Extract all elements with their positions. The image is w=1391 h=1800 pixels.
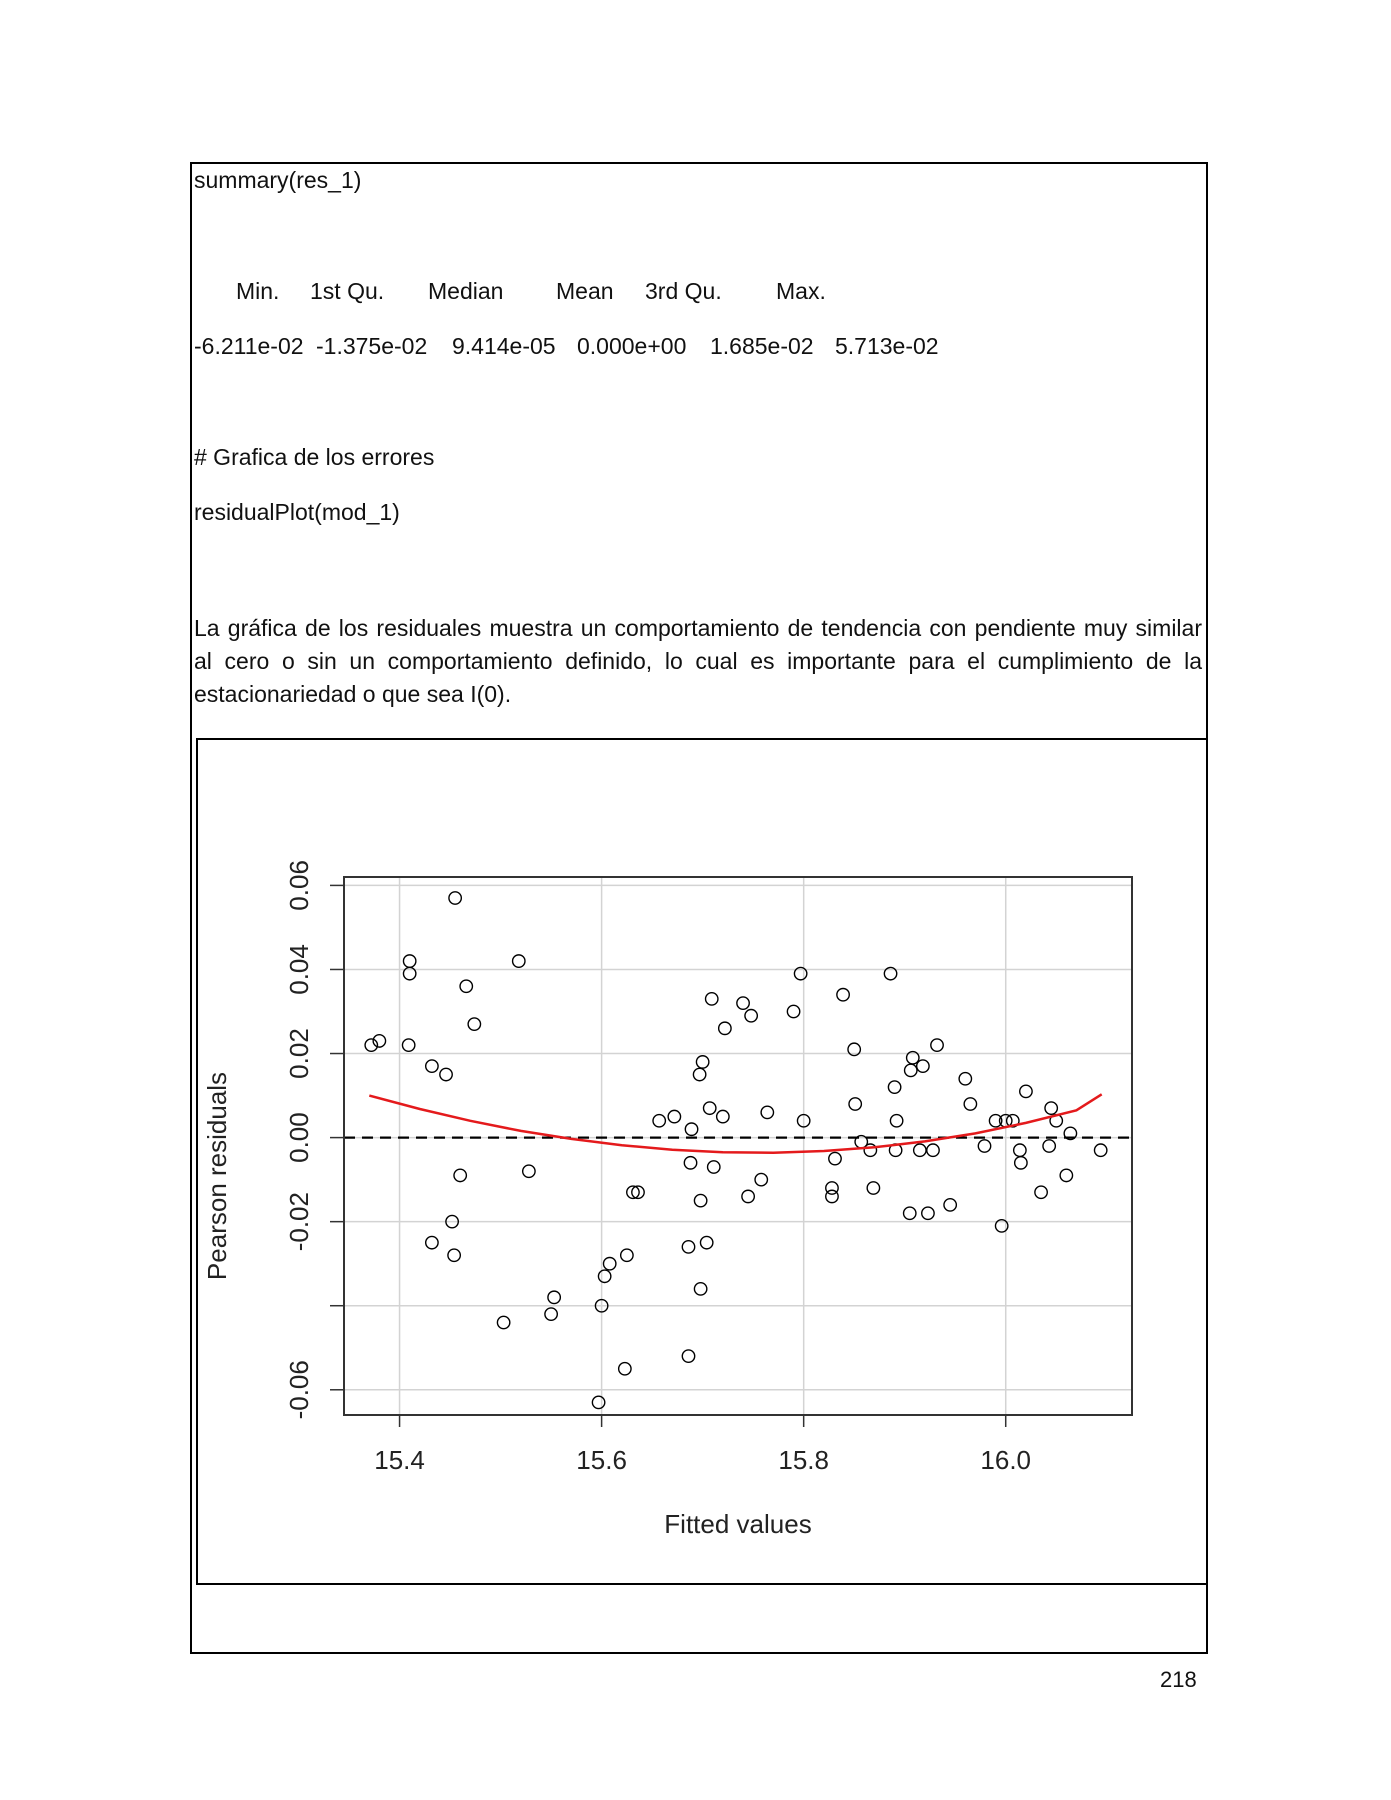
data-point-28 <box>668 1110 680 1122</box>
data-point-54 <box>837 988 849 1000</box>
data-point-23 <box>619 1363 631 1375</box>
y-tick-label-0: -0.06 <box>284 1360 314 1420</box>
data-point-24 <box>621 1249 633 1261</box>
stats-value-median: 9.414e-05 <box>452 333 556 359</box>
data-point-59 <box>867 1182 879 1194</box>
data-point-32 <box>685 1123 697 1135</box>
residual-plot-figure <box>196 738 1208 1585</box>
data-point-63 <box>890 1115 902 1127</box>
data-point-31 <box>684 1157 696 1169</box>
y-tick-label-2: -0.02 <box>284 1192 314 1252</box>
summary-call: summary(res_1) <box>194 167 362 193</box>
data-point-14 <box>513 955 525 967</box>
grid-layer <box>344 877 1132 1415</box>
data-point-56 <box>849 1098 861 1110</box>
data-point-73 <box>959 1073 971 1085</box>
data-point-18 <box>548 1291 560 1303</box>
data-point-19 <box>592 1396 604 1408</box>
stats-header-mean: Mean <box>556 278 614 304</box>
data-point-36 <box>694 1283 706 1295</box>
data-point-68 <box>917 1060 929 1072</box>
data-point-27 <box>653 1115 665 1127</box>
stats-header-median: Median <box>428 278 504 304</box>
x-axis-label: Fitted values <box>664 1509 812 1539</box>
data-point-61 <box>888 1081 900 1093</box>
residual-plot <box>198 740 1206 1583</box>
data-point-39 <box>706 993 718 1005</box>
data-point-72 <box>944 1199 956 1211</box>
data-point-85 <box>1045 1102 1057 1114</box>
y-tick-label-4: 0.02 <box>284 1028 314 1079</box>
stats-value-max: 5.713e-02 <box>835 333 939 359</box>
data-point-48 <box>787 1005 799 1017</box>
data-point-41 <box>717 1110 729 1122</box>
data-point-33 <box>693 1068 705 1080</box>
data-point-74 <box>964 1098 976 1110</box>
data-point-87 <box>1060 1169 1072 1181</box>
page-number: 218 <box>1160 1667 1197 1692</box>
data-point-42 <box>719 1022 731 1034</box>
data-point-47 <box>761 1106 773 1118</box>
data-point-44 <box>742 1190 754 1202</box>
x-tick-label-1: 15.6 <box>576 1445 627 1475</box>
data-point-75 <box>978 1140 990 1152</box>
data-point-30 <box>682 1241 694 1253</box>
data-point-84 <box>1043 1140 1055 1152</box>
data-point-69 <box>922 1207 934 1219</box>
data-point-10 <box>426 1236 438 1248</box>
data-point-81 <box>1015 1157 1027 1169</box>
plot-call: residualPlot(mod_1) <box>194 499 400 525</box>
data-point-38 <box>704 1102 716 1114</box>
data-point-40 <box>708 1161 720 1173</box>
data-point-15 <box>523 1165 535 1177</box>
stats-value-q3: 1.685e-02 <box>710 333 814 359</box>
data-point-71 <box>931 1039 943 1051</box>
axes-layer <box>284 860 1031 1475</box>
y-axis-label: Pearson residuals <box>202 1071 232 1281</box>
data-point-46 <box>755 1173 767 1185</box>
stats-value-mean: 0.000e+00 <box>577 333 687 359</box>
data-point-82 <box>1020 1085 1032 1097</box>
x-tick-label-0: 15.4 <box>374 1445 425 1475</box>
data-point-83 <box>1035 1186 1047 1198</box>
data-point-22 <box>603 1257 615 1269</box>
data-point-5 <box>426 1060 438 1072</box>
data-point-70 <box>927 1144 939 1156</box>
data-point-6 <box>440 1068 452 1080</box>
data-point-35 <box>694 1194 706 1206</box>
stats-value-min: -6.211e-02 <box>194 333 304 359</box>
data-point-58 <box>864 1144 876 1156</box>
data-point-80 <box>1014 1144 1026 1156</box>
data-point-64 <box>904 1207 916 1219</box>
y-tick-label-5: 0.04 <box>284 944 314 995</box>
code-comment: # Grafica de los errores <box>194 444 435 470</box>
data-point-8 <box>460 980 472 992</box>
data-point-89 <box>1094 1144 1106 1156</box>
data-point-67 <box>914 1144 926 1156</box>
stats-header-q1: 1st Qu. <box>310 278 385 304</box>
data-point-45 <box>745 1010 757 1022</box>
data-point-53 <box>829 1152 841 1164</box>
data-point-17 <box>545 1308 557 1320</box>
fit-curve <box>369 1094 1101 1152</box>
data-point-16 <box>497 1316 509 1328</box>
stats-value-q1: -1.375e-02 <box>316 333 428 359</box>
y-tick-label-3: 0.00 <box>284 1112 314 1163</box>
plot-frame <box>344 877 1132 1415</box>
data-point-21 <box>598 1270 610 1282</box>
data-point-29 <box>682 1350 694 1362</box>
x-tick-label-2: 15.8 <box>778 1445 829 1475</box>
data-point-2 <box>402 1039 414 1051</box>
data-point-37 <box>700 1236 712 1248</box>
stats-header-max: Max. <box>776 278 826 304</box>
data-point-4 <box>403 955 415 967</box>
data-point-43 <box>737 997 749 1009</box>
data-point-13 <box>448 1249 460 1261</box>
data-point-7 <box>449 892 461 904</box>
data-point-52 <box>826 1190 838 1202</box>
y-tick-label-6: 0.06 <box>284 860 314 911</box>
x-tick-label-3: 16.0 <box>980 1445 1032 1475</box>
data-point-9 <box>468 1018 480 1030</box>
data-point-65 <box>905 1064 917 1076</box>
stats-header-q3: 3rd Qu. <box>645 278 722 304</box>
description-paragraph: La gráfica de los residuales muestra un comportamiento de tendencia con pendiente muy similar al cero o sin un comportamiento definido, lo cual es importante para el cumplimiento de la estacionariedad o que sea I(0). <box>194 615 1202 707</box>
data-point-34 <box>696 1056 708 1068</box>
stats-header-min: Min. <box>236 278 280 304</box>
data-point-12 <box>454 1169 466 1181</box>
